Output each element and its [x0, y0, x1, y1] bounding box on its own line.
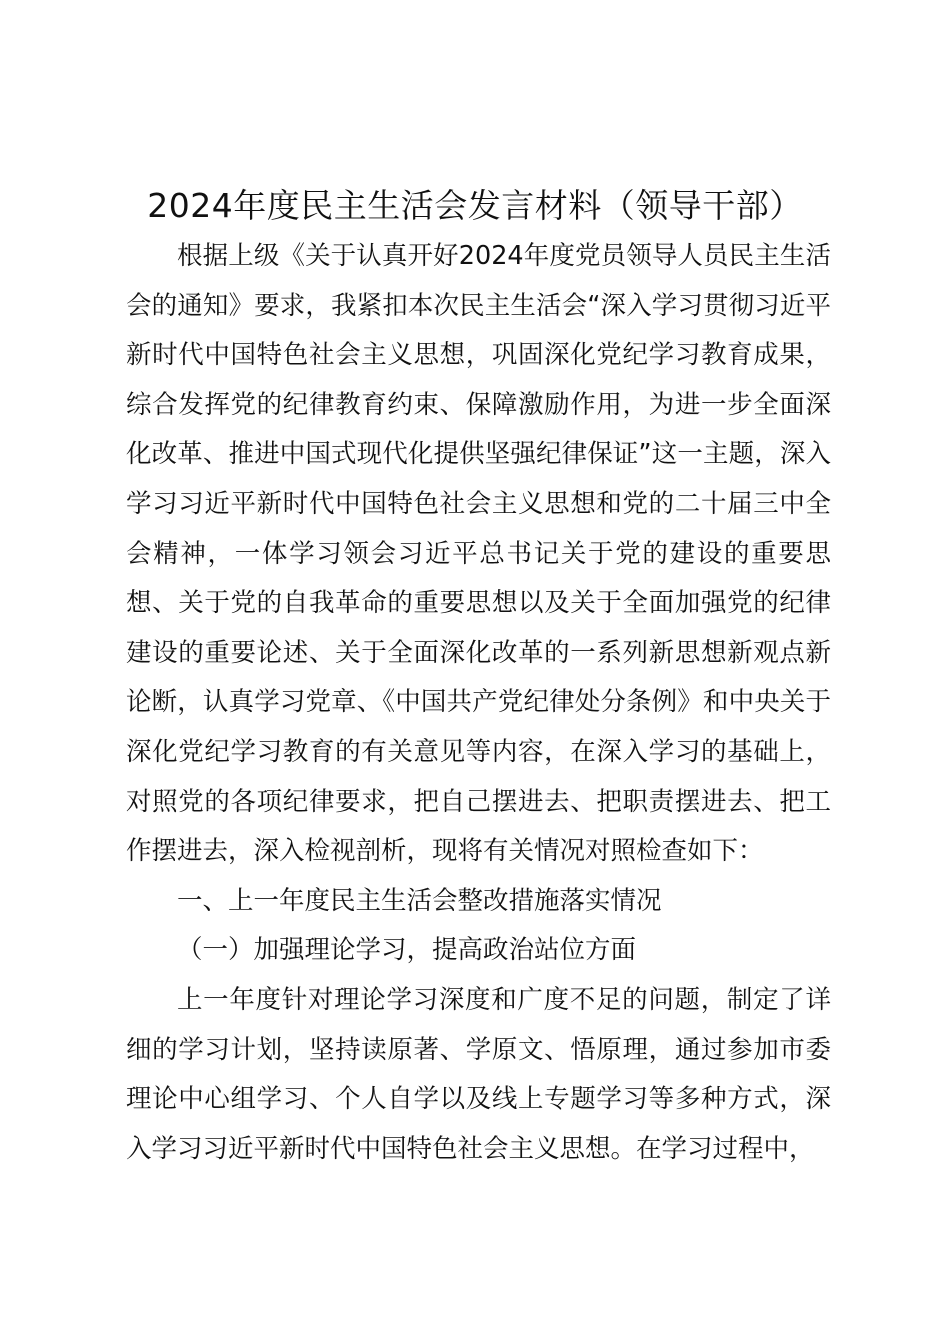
subsection-heading: （一）加强理论学习，提高政治站位方面 — [177, 935, 637, 966]
subsection-paragraph: 上一年度针对理论学习深度和广度不足的问题，制定了详细的学习计划，坚持读原著、学原文、悟原理，通过参加市委理论中心组学习、个人自学以及线上专题学习等多种方式，深入学习习近平新时代中国特色社会主义思想。在学习过程中， — [126, 984, 831, 1164]
document-title: 2024年度民主生活会发言材料（领导干部） — [147, 186, 803, 225]
document-body — [126, 232, 831, 1174]
intro-paragraph: 根据上级《关于认真开好2024年度党员领导人员民主生活会的通知》要求，我紧扣本次民主生活会“深入学习贯彻习近平新时代中国特色社会主义思想，巩固深化党纪学习教育成果，综合发挥党的纪律教育约束、保障激励作用，为进一步全面深化改革、推进中国式现代化提供坚强纪律保证”这一主题，深入学习习近平新时代中国特色社会主义思想和党的二十届三中全会精神，一体学习领会习近平总书记关于党的建设的重要思想、关于党的自我革命的重要思想以及关于全面加强党的纪律建设的重要论述、关于全面深化改革的一系列新思想新观点新论断，认真学习党章、《中国共产党纪律处分条例》和中央关于深化党纪学习教育的有关意见等内容，在深入学习的基础上，对照党的各项纪律要求，把自己摆进去、把职责摆进去、把工作摆进去，深入检视剖析，现将有关情况对照检查如下： — [126, 241, 831, 867]
section-heading: 一、上一年度民主生活会整改措施落实情况 — [177, 885, 662, 916]
